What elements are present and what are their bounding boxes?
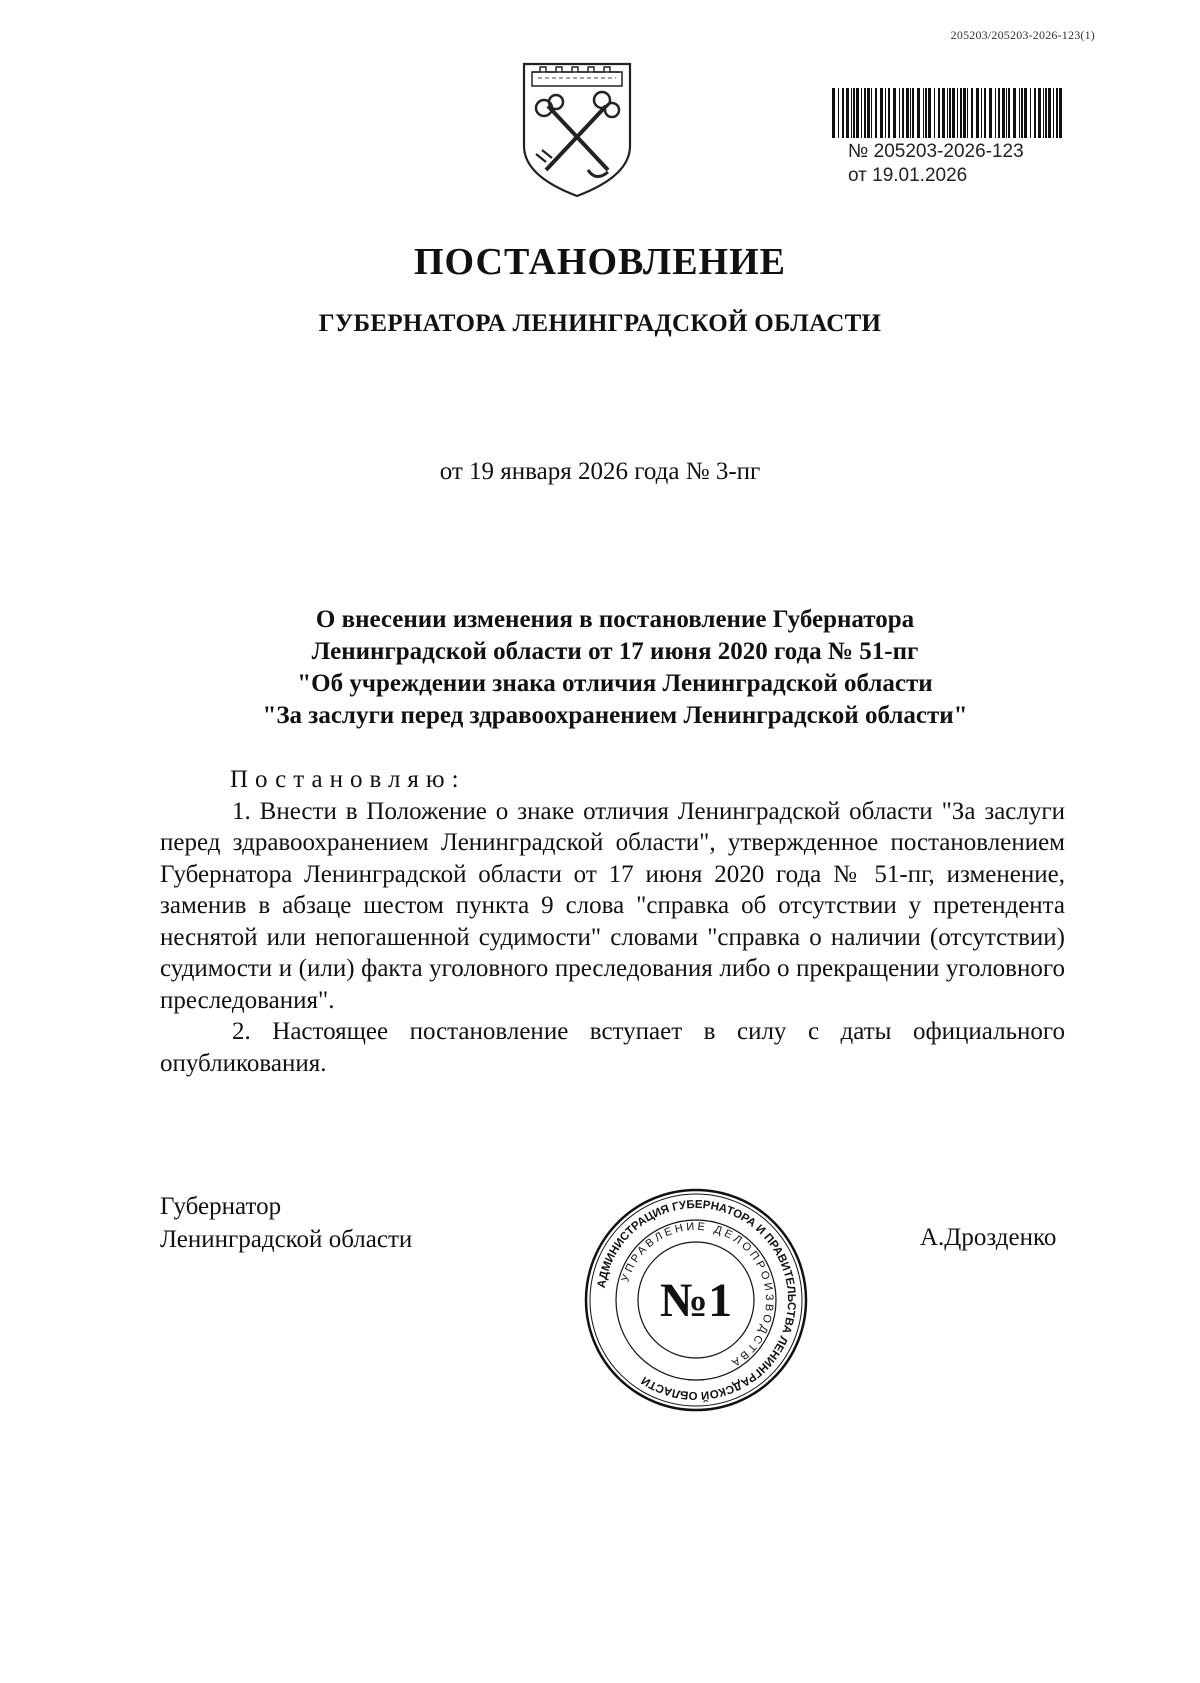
- document-heading: [150, 604, 1080, 732]
- barcode-bar: [867, 88, 870, 138]
- barcode-bar: [851, 88, 852, 138]
- barcode-bar: [902, 88, 904, 138]
- barcode-bar: [984, 88, 986, 138]
- barcode-bar: [861, 88, 862, 138]
- barcode-bar: [906, 88, 909, 138]
- barcode-bar: [981, 88, 982, 138]
- signatory-position: [160, 1190, 412, 1256]
- barcode-bar: [864, 88, 866, 138]
- barcode-bar: [856, 88, 859, 138]
- barcode-bar: [899, 88, 900, 138]
- barcode-bar: [925, 88, 927, 138]
- heading-line: "За заслуги перед здравоохранением Ленинградской области": [262, 702, 968, 729]
- heading-line: Ленинградской области от 17 июня 2020 года № 51-пг: [311, 638, 919, 665]
- barcode-icon: [832, 88, 1064, 138]
- barcode-bar: [960, 88, 962, 138]
- barcode-bar: [1043, 88, 1044, 138]
- barcode-bar: [995, 88, 996, 138]
- paragraph-1-text: 1. Внести в Положение о знаке отличия Ленинградской области "За заслуги перед здравоохранением Ленинградской области", утвержденное постановлением Губернатора Ленинградской области от 17 июня 2020 года № 51-пг, изменение, заменив в абзаце шестом пункта 9 слова "справка об отсутствии у претендента неснятой или непогашенной судимости" словами "справка о наличии (отсутствии) судимости и (или) факта уголовного преследования либо о прекращении уголовного преследования".: [160, 797, 1065, 1014]
- barcode-bar: [923, 88, 924, 138]
- barcode-bar: [912, 88, 914, 138]
- barcode-bar: [957, 88, 958, 138]
- document-date-line: от 19 января 2026 года № 3-пг: [439, 458, 761, 485]
- heading-line: О внесении изменения в постановление Губернатора: [315, 606, 915, 633]
- barcode-bar: [1019, 88, 1020, 138]
- document-subtitle: ГУБЕРНАТОРА ЛЕНИНГРАДСКОЙ ОБЛАСТИ: [318, 310, 882, 337]
- barcode-bar: [910, 88, 911, 138]
- barcode-bar: [917, 88, 920, 138]
- barcode-bar: [875, 88, 877, 138]
- barcode-bar: [952, 88, 955, 138]
- resolve-word: Постановляю:: [230, 766, 466, 793]
- barcode-bar: [1045, 88, 1047, 138]
- barcode-bar: [971, 88, 973, 138]
- barcode-bar: [1038, 88, 1041, 138]
- top-reference-number: 205203/205203-2026-123(1): [950, 28, 1095, 42]
- barcode-bar: [938, 88, 940, 138]
- barcode-bar: [976, 88, 979, 138]
- stamp-inner-text: УПРАВЛЕНИЕ ДЕЛОПРОИЗВОДСТВА: [619, 1220, 776, 1370]
- barcode-bar: [963, 88, 966, 138]
- document-body: [160, 764, 1065, 1079]
- document-title: ПОСТАНОВЛЕНИЕ: [413, 241, 787, 283]
- barcode-bar: [1002, 88, 1005, 138]
- barcode-bar: [989, 88, 992, 138]
- barcode-bar: [1030, 88, 1031, 138]
- barcode-bar: [885, 88, 886, 138]
- barcode-bar: [888, 88, 890, 138]
- barcode-bar: [846, 88, 849, 138]
- barcode-bar: [1024, 88, 1027, 138]
- barcode-bar: [1059, 88, 1062, 138]
- barcode-bar: [942, 88, 945, 138]
- registration-number-block: [848, 140, 1024, 188]
- stamp-outer-text: АДМИНИСТРАЦИЯ ГУБЕРНАТОРА И ПРАВИТЕЛЬСТВА ЛЕНИНГРАДСКОЙ ОБЛАСТИ: [595, 1198, 798, 1402]
- barcode-bar: [842, 88, 844, 138]
- registration-date: от 19.01.2026: [848, 165, 968, 186]
- leningrad-oblast-coat-of-arms-icon: [518, 58, 636, 200]
- barcode-bar: [949, 88, 951, 138]
- barcode-bar: [1008, 88, 1010, 138]
- signatory-position-line: Губернатор: [160, 1193, 282, 1220]
- barcode-bar: [928, 88, 931, 138]
- barcode-bar: [998, 88, 1000, 138]
- barcode-bar: [934, 88, 935, 138]
- barcode-bar: [947, 88, 948, 138]
- official-stamp: [582, 1186, 810, 1414]
- barcode-bar: [853, 88, 855, 138]
- barcode-bar: [967, 88, 968, 138]
- barcode-bar: [871, 88, 872, 138]
- barcode-bar: [1034, 88, 1036, 138]
- barcode-bar: [1013, 88, 1016, 138]
- barcode-bar: [1021, 88, 1023, 138]
- paragraph-1: [160, 796, 1065, 1017]
- barcode-bar: [1048, 88, 1051, 138]
- heading-line: "Об учреждении знака отличия Ленинградской области: [297, 670, 933, 697]
- barcode-bar: [1006, 88, 1007, 138]
- stamp-center-number: №1: [659, 1274, 733, 1327]
- registration-number: № 205203-2026-123: [848, 141, 1024, 162]
- paragraph-2-text: 2. Настоящее постановление вступает в силу с даты официального опубликования.: [160, 1018, 1065, 1077]
- barcode-bar: [838, 88, 839, 138]
- signatory-position-line: Ленинградской области: [160, 1226, 413, 1253]
- signatory-name: А.Дрозденко: [920, 1224, 1057, 1251]
- barcode-bar: [1056, 88, 1058, 138]
- barcode-bar: [832, 88, 835, 138]
- paragraph-2: [160, 1016, 1065, 1079]
- barcode-bar: [880, 88, 883, 138]
- barcode-bar: [1053, 88, 1054, 138]
- barcode-bar: [893, 88, 896, 138]
